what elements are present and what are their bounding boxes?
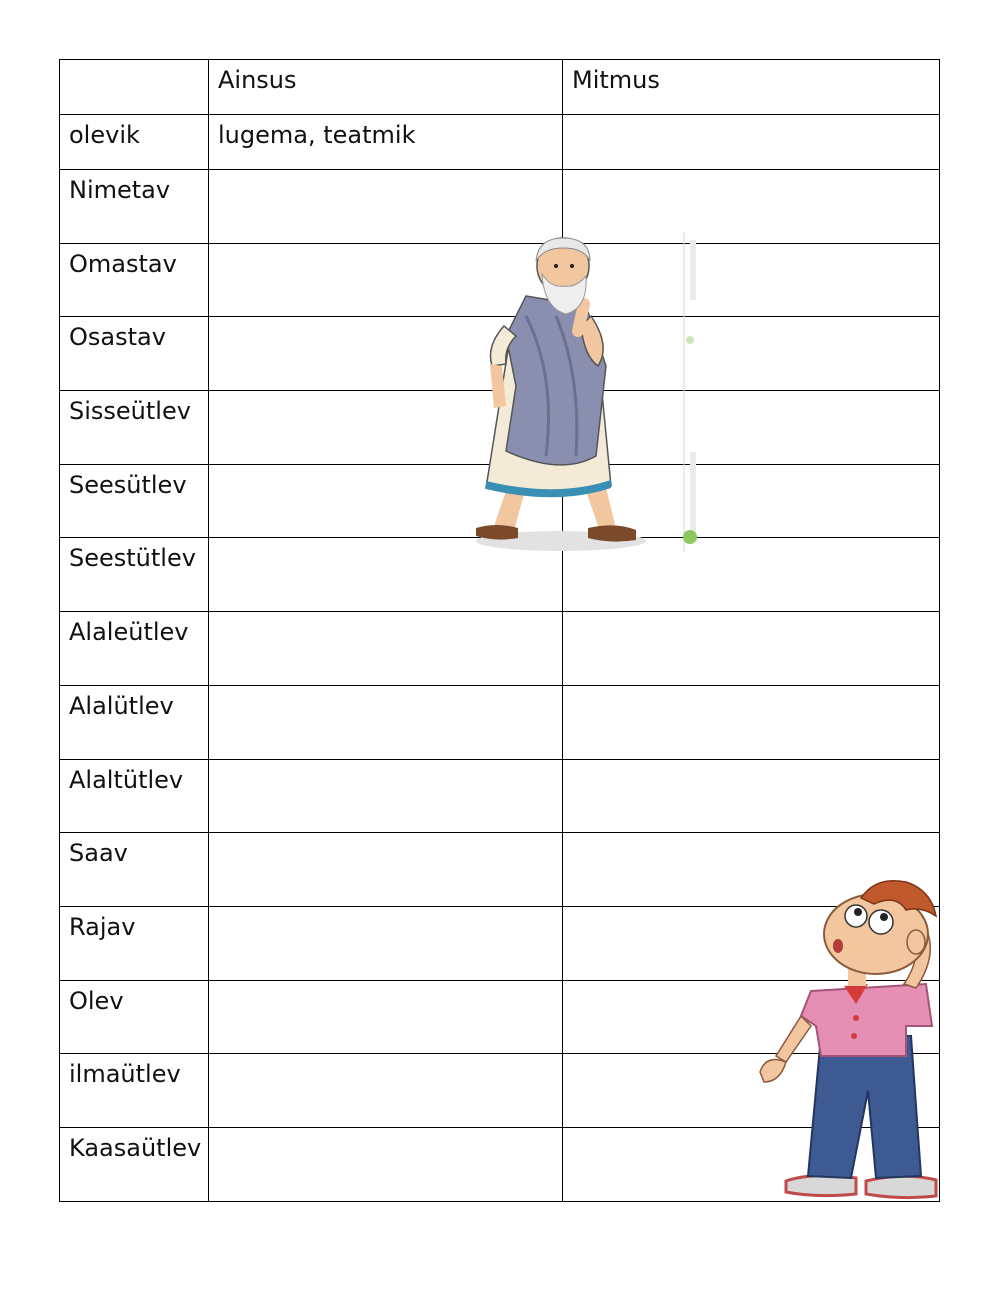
plural-cell[interactable]: [563, 464, 940, 538]
table-row: [60, 612, 940, 686]
table-row: [60, 685, 940, 759]
table-row: [60, 317, 940, 391]
singular-cell[interactable]: [209, 538, 563, 612]
case-label: Nimetav: [60, 170, 209, 244]
plural-cell[interactable]: [563, 243, 940, 317]
case-label: Seesütlev: [60, 464, 209, 538]
singular-cell[interactable]: [209, 317, 563, 391]
case-label: Alaleütlev: [60, 612, 209, 686]
plural-cell[interactable]: [563, 685, 940, 759]
singular-cell[interactable]: [209, 170, 563, 244]
table-row: [60, 464, 940, 538]
case-label: Rajav: [60, 906, 209, 980]
header-cell-singular: Ainsus: [209, 60, 563, 115]
table-row-olevik: [60, 115, 940, 170]
table-row: [60, 170, 940, 244]
plural-cell[interactable]: [563, 1127, 940, 1201]
header-cell-plural: Mitmus: [563, 60, 940, 115]
singular-cell[interactable]: [209, 1054, 563, 1128]
plural-cell[interactable]: [563, 833, 940, 907]
table-row: [60, 906, 940, 980]
plural-cell[interactable]: [563, 317, 940, 391]
case-label: Alaltütlev: [60, 759, 209, 833]
singular-cell[interactable]: [209, 243, 563, 317]
singular-cell[interactable]: lugema, teatmik: [209, 115, 563, 170]
header-cell-empty: [60, 60, 209, 115]
plural-cell[interactable]: [563, 906, 940, 980]
singular-cell[interactable]: [209, 759, 563, 833]
singular-cell[interactable]: [209, 980, 563, 1054]
singular-cell[interactable]: [209, 906, 563, 980]
singular-cell[interactable]: [209, 685, 563, 759]
plural-cell[interactable]: [563, 170, 940, 244]
singular-cell[interactable]: [209, 612, 563, 686]
plural-cell[interactable]: [563, 115, 940, 170]
table-row: [60, 980, 940, 1054]
plural-cell[interactable]: [563, 980, 940, 1054]
singular-cell[interactable]: [209, 391, 563, 465]
table-row: [60, 243, 940, 317]
case-label: Kaasaütlev: [60, 1127, 209, 1201]
table-row: [60, 759, 940, 833]
singular-cell[interactable]: [209, 464, 563, 538]
row-label: olevik: [60, 115, 209, 170]
plural-cell[interactable]: [563, 1054, 940, 1128]
table-header-row: [60, 60, 940, 115]
case-label: Osastav: [60, 317, 209, 391]
singular-cell[interactable]: [209, 833, 563, 907]
case-label: Alalütlev: [60, 685, 209, 759]
plural-cell[interactable]: [563, 538, 940, 612]
singular-cell[interactable]: [209, 1127, 563, 1201]
case-table: [59, 59, 940, 1202]
case-label: Seestütlev: [60, 538, 209, 612]
table-row: [60, 1054, 940, 1128]
case-label: Omastav: [60, 243, 209, 317]
plural-cell[interactable]: [563, 391, 940, 465]
case-label: Saav: [60, 833, 209, 907]
table-row: [60, 833, 940, 907]
plural-cell[interactable]: [563, 612, 940, 686]
table-row: [60, 391, 940, 465]
case-label: Olev: [60, 980, 209, 1054]
case-label: Sisseütlev: [60, 391, 209, 465]
plural-cell[interactable]: [563, 759, 940, 833]
case-label: ilmaütlev: [60, 1054, 209, 1128]
table-row: [60, 1127, 940, 1201]
table-row: [60, 538, 940, 612]
